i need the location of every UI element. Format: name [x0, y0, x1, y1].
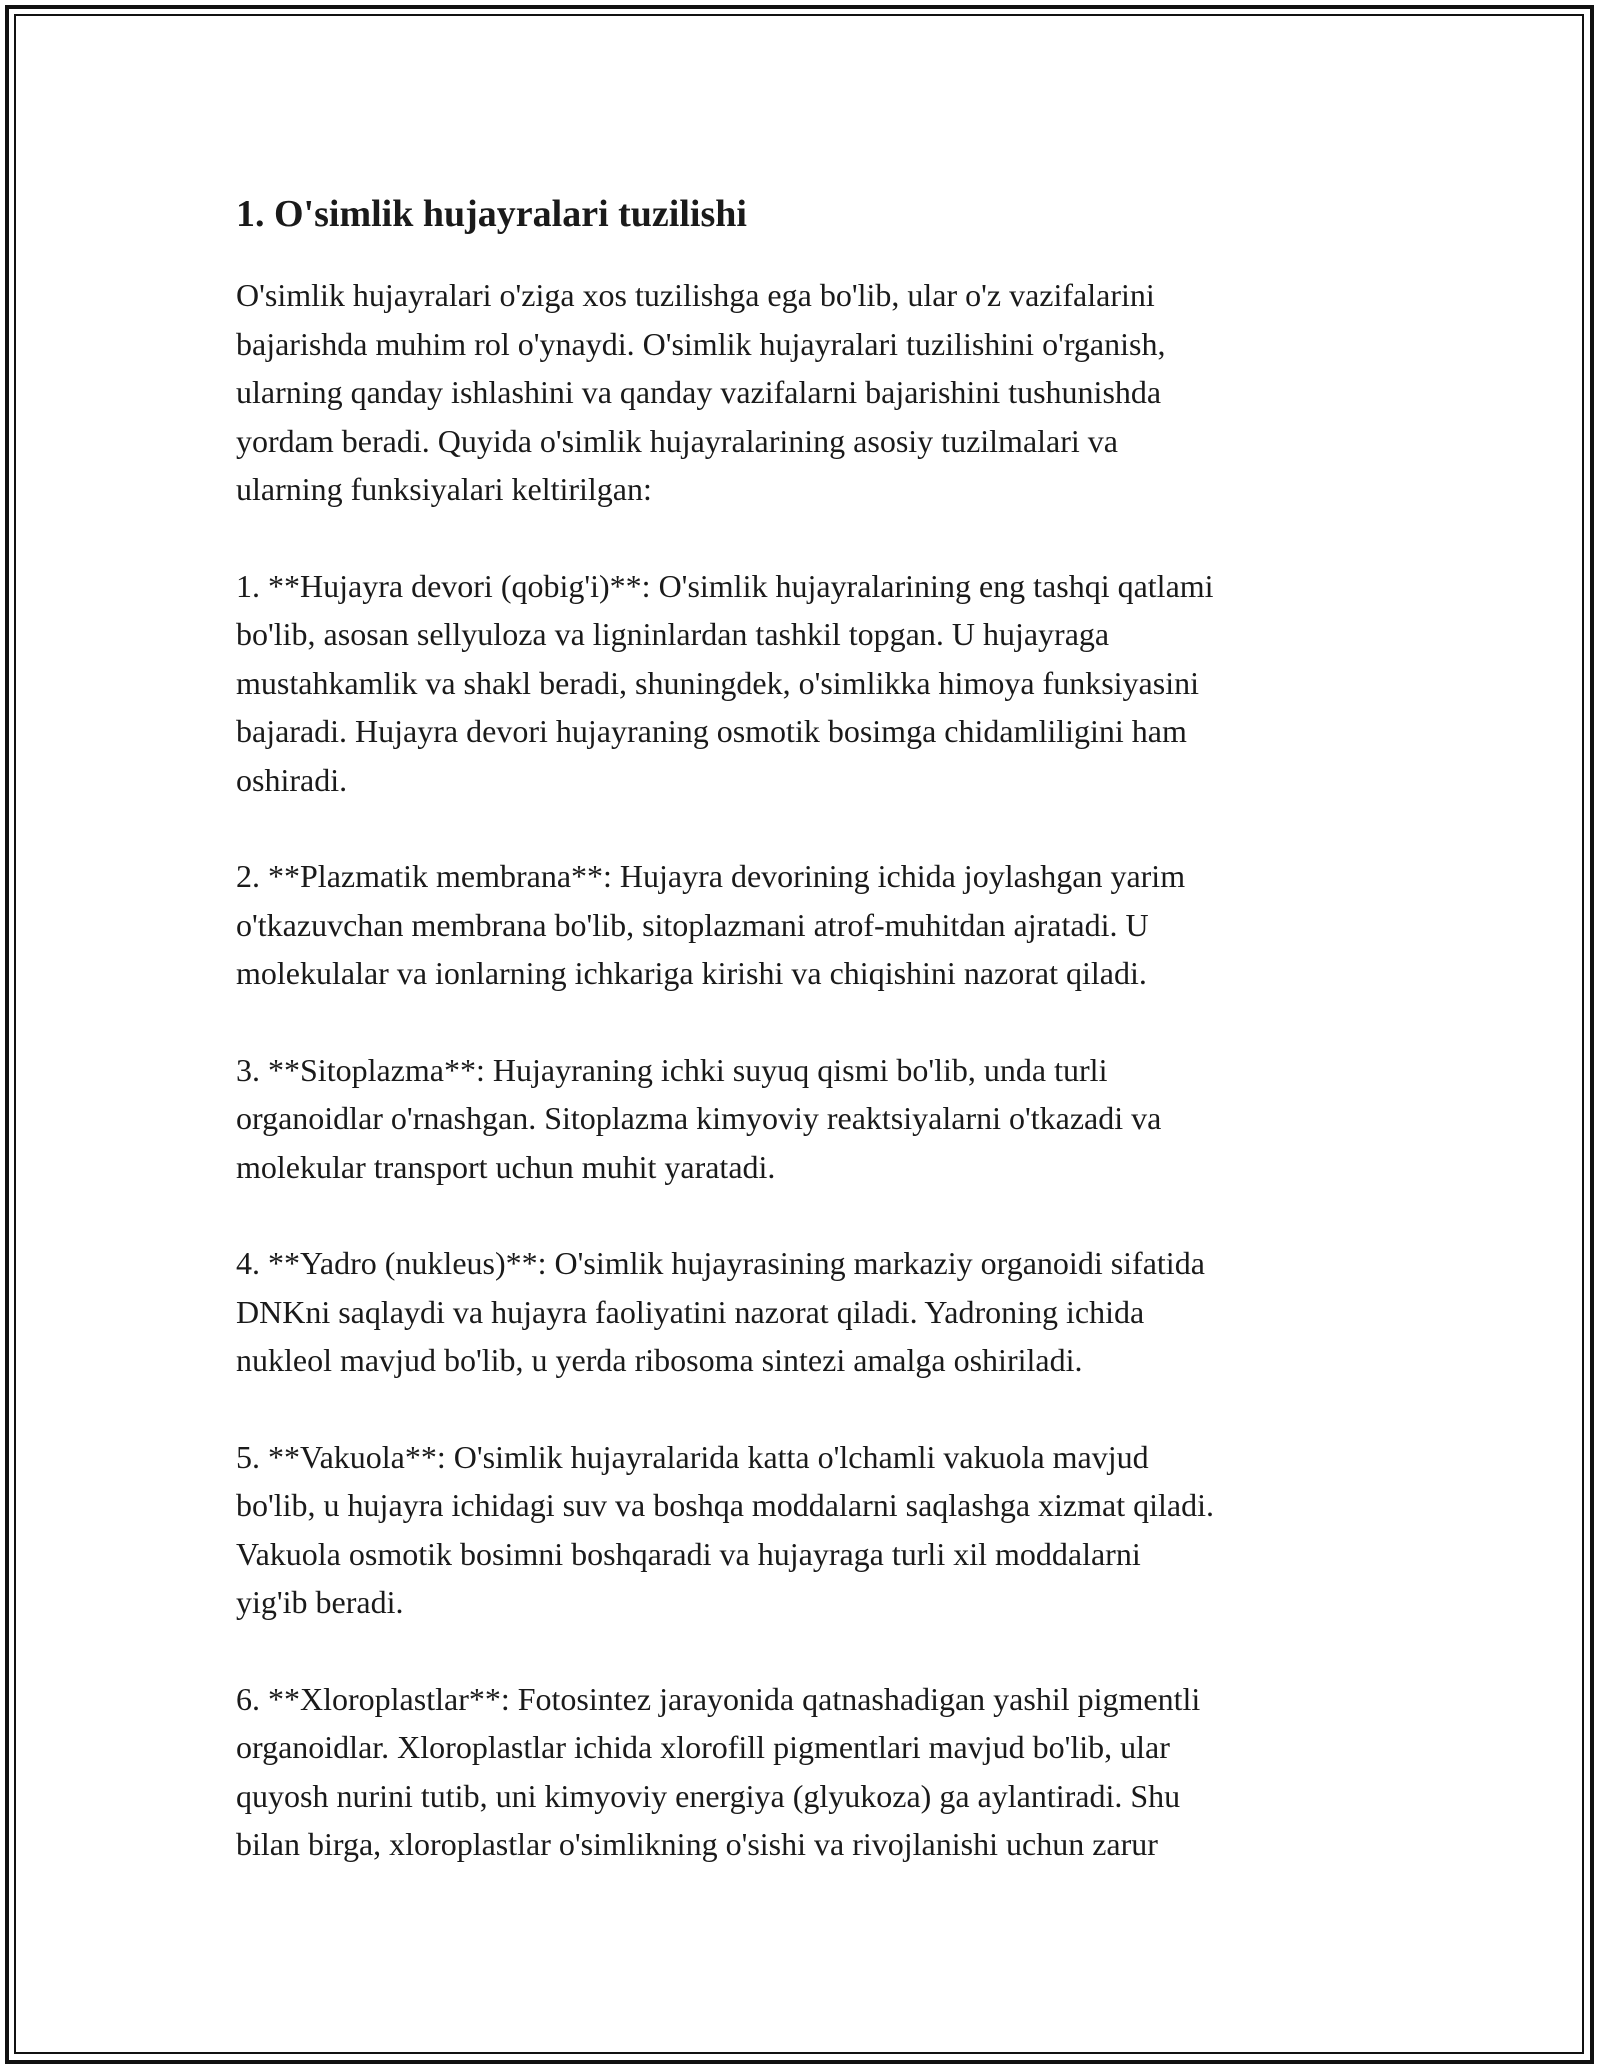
- list-item-cytoplasm: 3. **Sitoplazma**: Hujayraning ichki suyuq qismi bo'lib, unda turli organoidlar o'rnashgan. Sitoplazma kimyoviy reaktsiyalarni o'tkazadi va molekular transport uchun muhit yaratadi.: [236, 1051, 1162, 1185]
- list-item-vacuole: 5. **Vakuola**: O'simlik hujayralarida katta o'lchamli vakuola mavjud bo'lib, u hujayra ichidagi suv va boshqa moddalarni saqlashga xizmat qiladi. Vakuola osmotik bosimni boshqaradi va hujayraga turli xil moddalarni yig'ib beradi.: [236, 1438, 1214, 1620]
- list-item-chloroplasts: 6. **Xloroplastlar**: Fotosintez jarayonida qatnashadigan yashil pigmentli organoidlar. Xloroplastlar ichida xlorofill pigmentlari mavjud bo'lib, ular quyosh nurini tutib, uni kimyoviy energiya (glyukoza) ga aylantiradi. Shu bilan birga, xloroplastlar o'simlikning o'sishi va rivojlanishi uchun zarur: [236, 1680, 1201, 1862]
- intro-paragraph: O'simlik hujayralari o'ziga xos tuzilishga ega bo'lib, ular o'z vazifalarini bajarishda muhim rol o'ynaydi. O'simlik hujayralari tuzilishini o'rganish, ularning qanday ishlashini va qanday vazifalarni bajarishini tushunishda yordam beradi. Quyida o'simlik hujayralarining asosiy tuzilmalari va ularning funksiyalari keltirilgan:: [236, 277, 1166, 507]
- list-item-cell-wall: 1. **Hujayra devori (qobig'i)**: O'simlik hujayralarining eng tashqi qatlami bo'lib, asosan sellyuloza va ligninlardan tashkil topgan. U hujayraga mustahkamlik va shakl beradi, shuningdek, o'simlikka himoya funksiyasini bajaradi. Hujayra devori hujayraning osmotik bosimga chidamliligini ham oshiradi.: [236, 567, 1214, 798]
- document-title: 1. O'simlik hujayralari tuzilishi: [236, 193, 747, 235]
- document-body: [236, 185, 1376, 1917]
- list-item-nucleus: 4. **Yadro (nukleus)**: O'simlik hujayrasining markaziy organoidi sifatida DNKni saqlaydi va hujayra faoliyatini nazorat qiladi. Yadroning ichida nukleol mavjud bo'lib, u yerda ribosoma sintezi amalga oshiriladi.: [236, 1245, 1205, 1378]
- list-item-plasma-membrane: 2. **Plazmatik membrana**: Hujayra devorining ichida joylashgan yarim o'tkazuvchan membrana bo'lib, sitoplazmani atrof-muhitdan ajratadi. U molekulalar va ionlarning ichkariga kirishi va chiqishini nazorat qiladi.: [236, 858, 1186, 991]
